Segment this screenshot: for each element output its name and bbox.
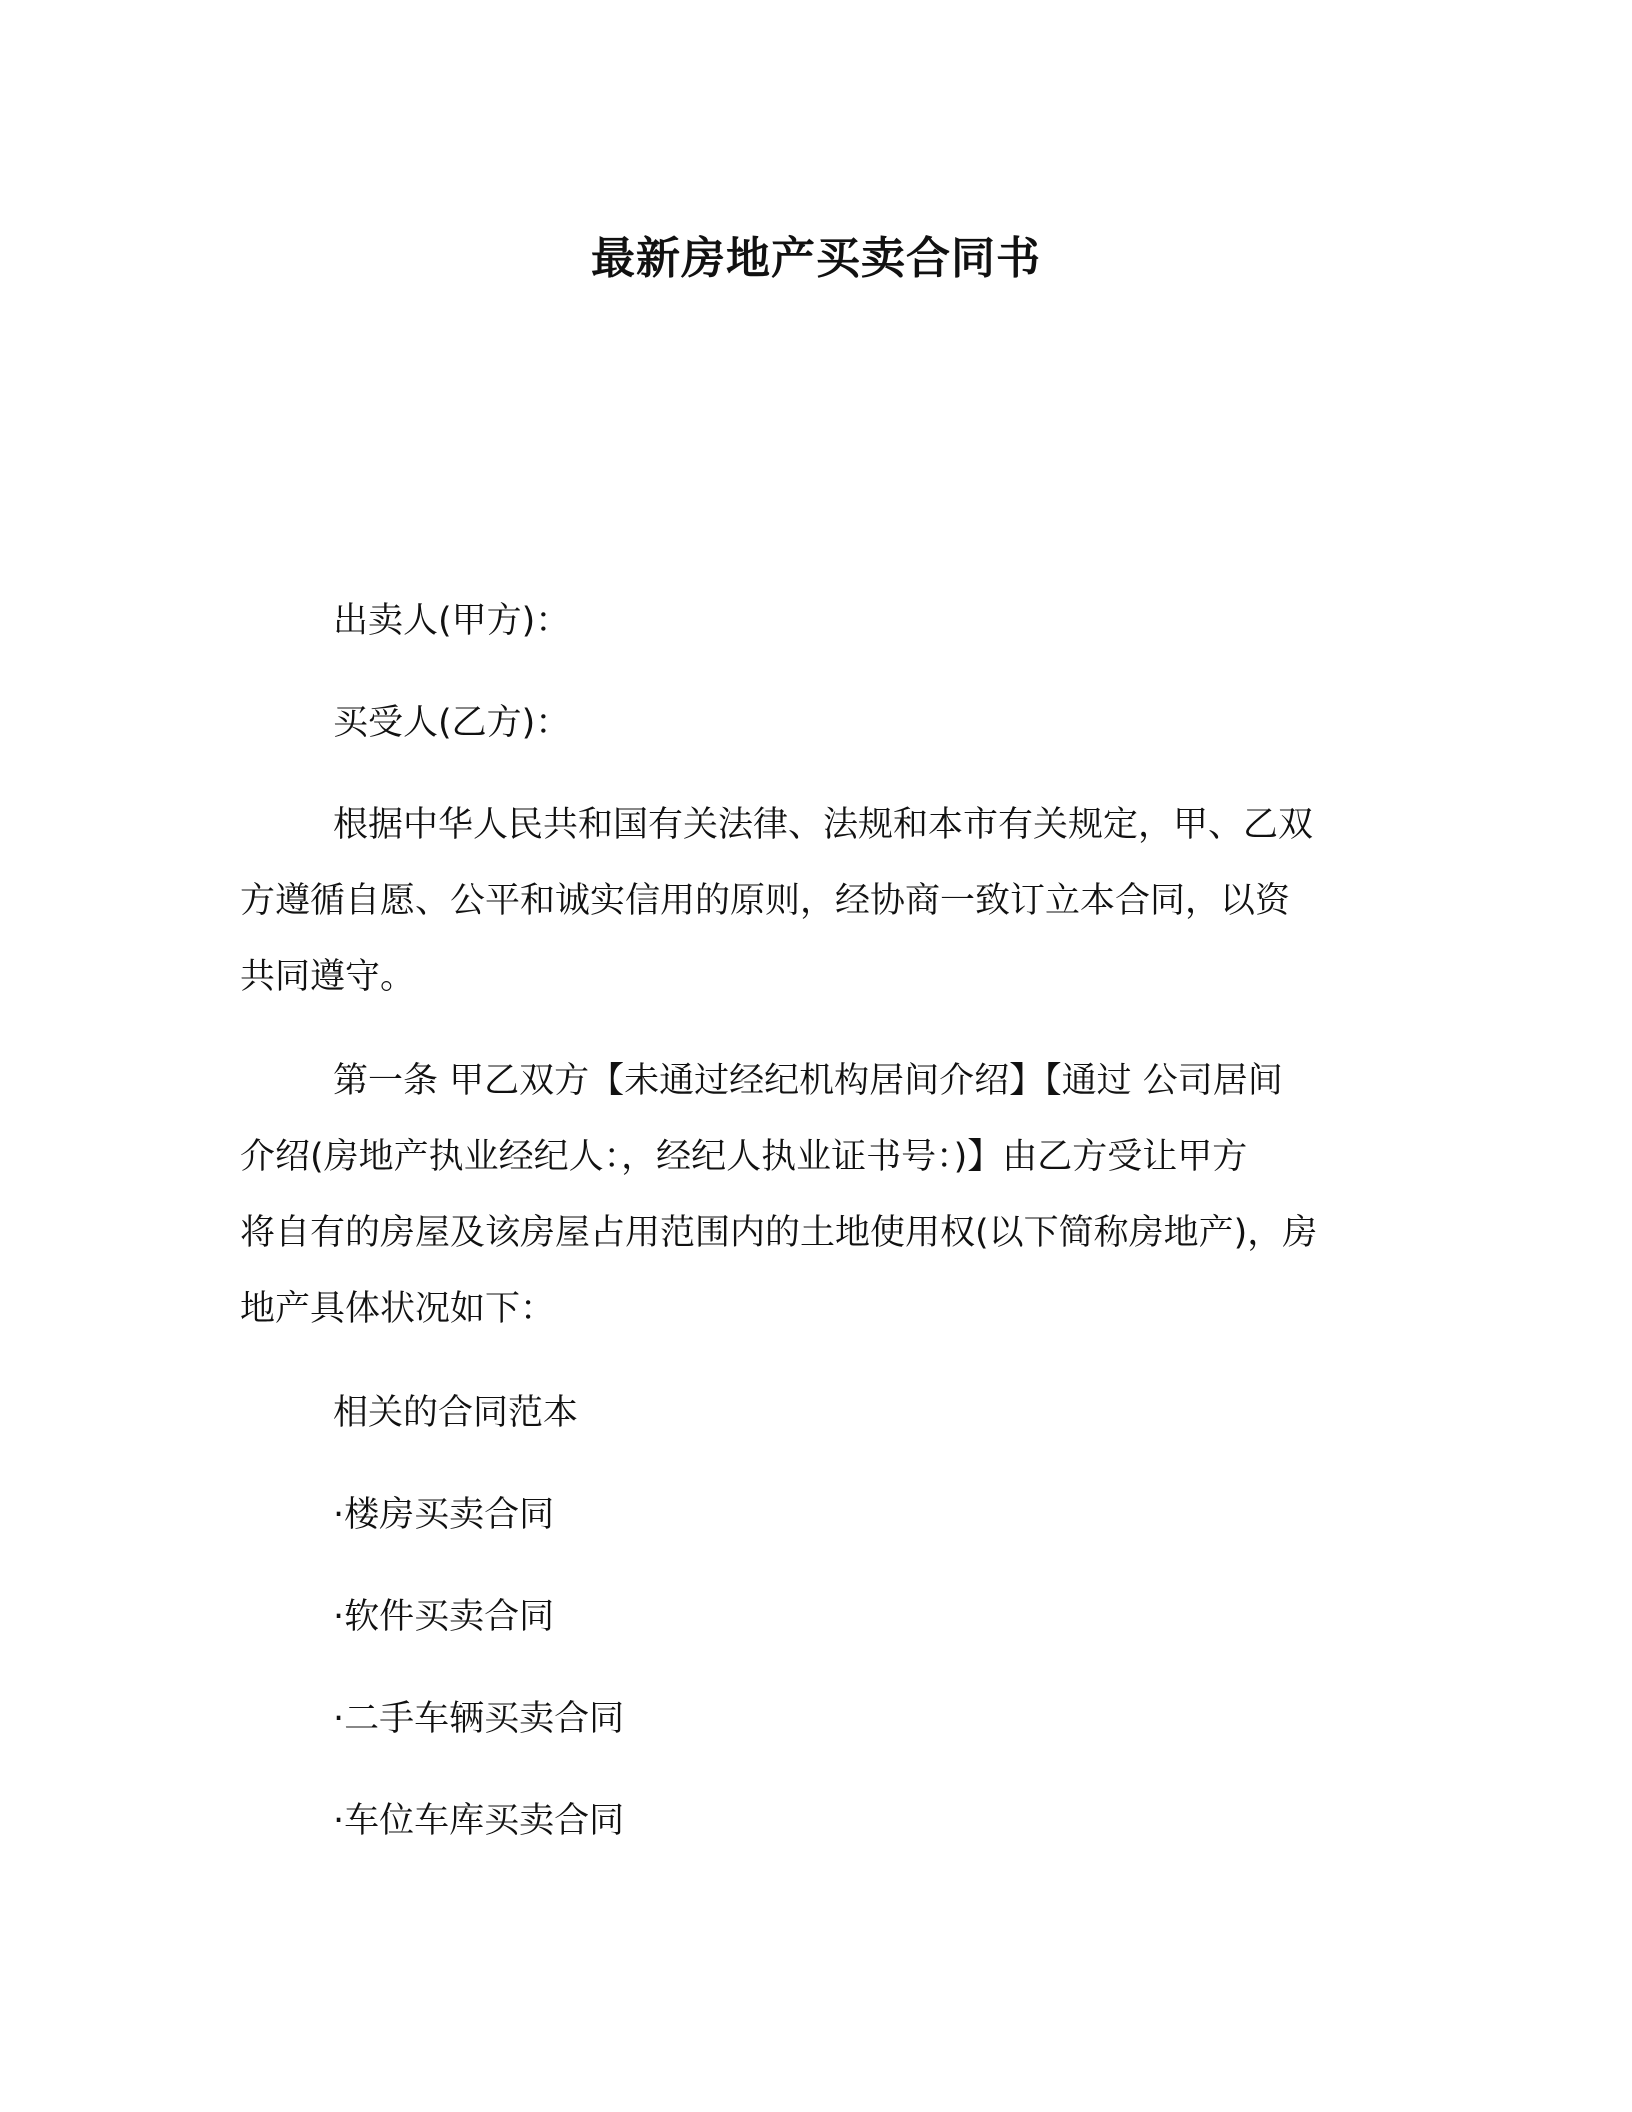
list-item: ·二手车辆买卖合同 xyxy=(333,1699,625,1739)
article-line: 介绍(房地产执业经纪人：，经纪人执业证书号：)】由乙方受让甲方 xyxy=(240,1137,1248,1177)
preamble-line: 方遵循自愿、公平和诚实信用的原则，经协商一致订立本合同，以资 xyxy=(240,881,1291,921)
seller-label: 出卖人(甲方)： xyxy=(333,601,571,641)
list-item: ·车位车库买卖合同 xyxy=(333,1801,625,1841)
article-line: 将自有的房屋及该房屋占用范围内的土地使用权(以下简称房地产)，房 xyxy=(240,1213,1318,1253)
list-item: ·软件买卖合同 xyxy=(333,1597,555,1637)
article-line: 第一条 甲乙双方【未通过经纪机构居间介绍】【通过 公司居间 xyxy=(333,1061,1283,1101)
buyer-label: 买受人(乙方)： xyxy=(333,703,571,743)
preamble-line: 根据中华人民共和国有关法律、法规和本市有关规定，甲、乙双 xyxy=(333,805,1314,845)
preamble-line: 共同遵守。 xyxy=(240,957,416,997)
related-templates-heading: 相关的合同范本 xyxy=(333,1393,579,1433)
document-title: 最新房地产买卖合同书 xyxy=(591,233,1041,284)
article-line: 地产具体状况如下： xyxy=(240,1289,556,1329)
list-item: ·楼房买卖合同 xyxy=(333,1495,555,1535)
